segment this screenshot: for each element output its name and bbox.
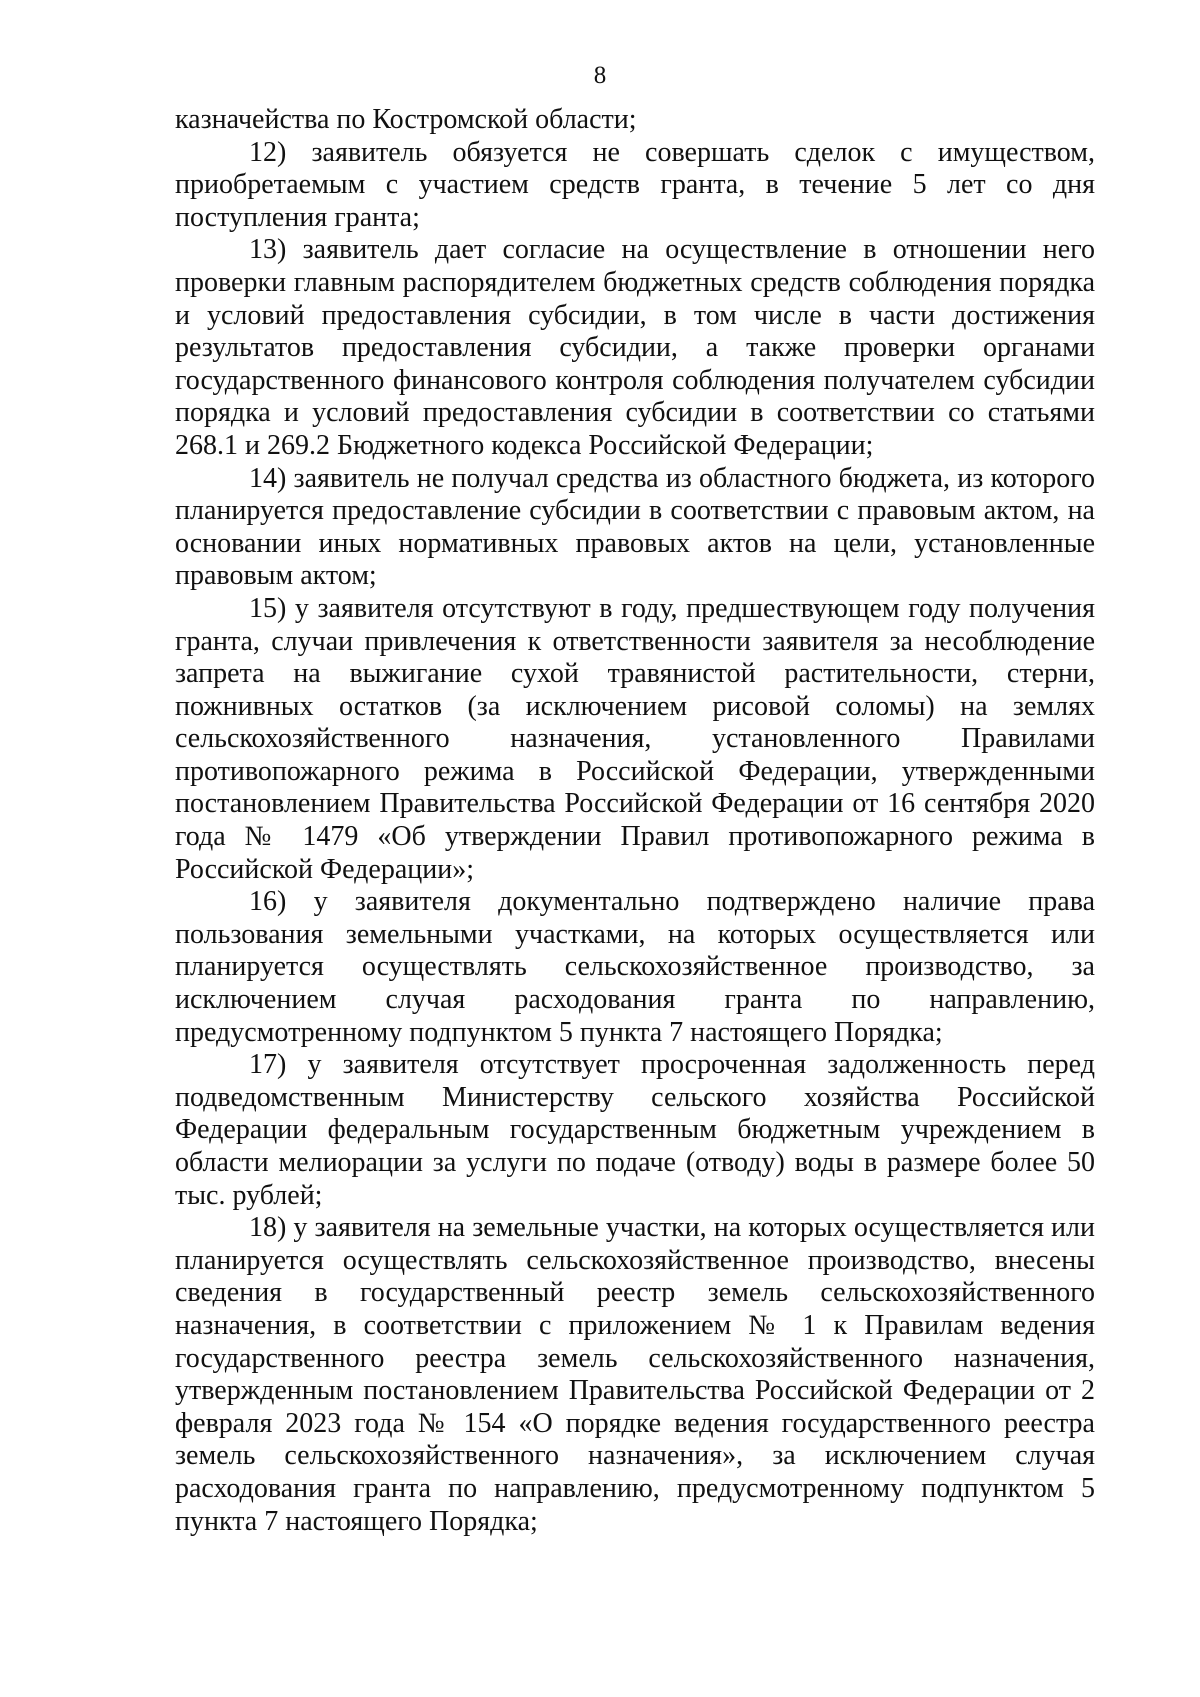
paragraph-item-14: 14) заявитель не получал средства из областного бюджета, из которого планируется предоставление субсидии в соответствии с правовым актом, на основании иных нормативных правовых актов на цели, установленные правовым актом;	[175, 462, 1095, 592]
paragraph-item-17: 17) у заявителя отсутствует просроченная задолженность перед подведомственным Министерству сельского хозяйства Российской Федерации федеральным государственным бюджетным учреждением в области мелиорации за услуги по подаче (отводу) воды в размере более 50 тыс. рублей;	[175, 1049, 1095, 1211]
page-number: 8	[593, 62, 607, 89]
paragraph-item-16: 16) у заявителя документально подтверждено наличие права пользования земельными участками, на которых осуществляется или планируется осуществлять сельскохозяйственное производство, за исключением случая расходования гранта по направлению, предусмотренному подпунктом 5 пункта 7 настоящего Порядка;	[175, 886, 1095, 1048]
paragraph-item-12: 12) заявитель обязуется не совершать сделок с имуществом, приобретаемым с участием средств гранта, в течение 5 лет со дня поступления гранта;	[175, 136, 1095, 233]
paragraph-item-15: 15) у заявителя отсутствуют в году, предшествующем году получения гранта, случаи привлечения к ответственности заявителя за несоблюдение запрета на выжигание сухой травянистой растительности, стерни, пожнивных остатков (за исключением рисовой соломы) на землях сельскохозяйственного назначения, установленного Правилами противопожарного режима в Российской Федерации, утвержденными постановлением Правительства Российской Федерации от 16 сентября 2020 года № 1479 «Об утверждении Правил противопожарного режима в Российской Федерации»;	[175, 592, 1095, 885]
paragraph-item-18: 18) у заявителя на земельные участки, на которых осуществляется или планируется осуществлять сельскохозяйственное производство, внесены сведения в государственный реестр земель сельскохозяйственного назначения, в соответствии с приложением № 1 к Правилам ведения государственного реестра земель сельскохозяйственного назначения, утвержденным постановлением Правительства Российской Федерации от 2 февраля 2023 года № 154 «О порядке ведения государственного реестра земель сельскохозяйственного назначения», за исключением случая расходования гранта по направлению, предусмотренному подпунктом 5 пункта 7 настоящего Порядка;	[175, 1212, 1095, 1537]
paragraph-item-13: 13) заявитель дает согласие на осуществление в отношении него проверки главным распорядителем бюджетных средств соблюдения порядка и условий предоставления субсидии, в том числе в части достижения результатов предоставления субсидии, а также проверки органами государственного финансового контроля соблюдения получателем субсидии порядка и условий предоставления субсидии в соответствии со статьями 268.1 и 269.2 Бюджетного кодекса Российской Федерации;	[175, 234, 1095, 461]
paragraph-continuation: казначейства по Костромской области;	[175, 104, 637, 135]
document-body	[175, 104, 1095, 1538]
